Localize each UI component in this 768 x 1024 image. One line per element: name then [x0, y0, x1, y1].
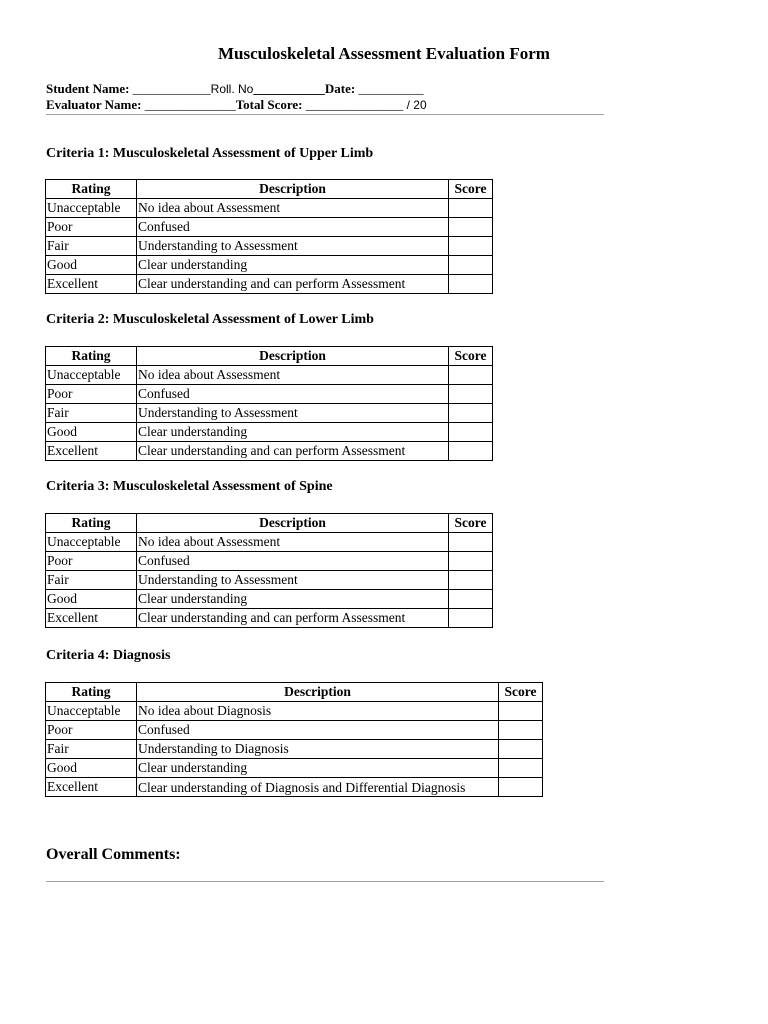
rating-cell: Good: [46, 590, 137, 609]
page-title: Musculoskeletal Assessment Evaluation Form: [218, 44, 550, 63]
score-cell[interactable]: [449, 237, 493, 256]
description-cell: Clear understanding and can perform Assessment: [137, 275, 449, 294]
total-score-max: / 20: [403, 98, 427, 112]
table-row: [46, 404, 493, 423]
rating-cell: Fair: [46, 571, 137, 590]
description-cell: Confused: [137, 721, 499, 740]
total-score-field[interactable]: _______________: [302, 97, 404, 112]
description-cell: Confused: [137, 552, 449, 571]
rating-cell: Fair: [46, 740, 137, 759]
table-row: [46, 256, 493, 275]
evaluator-name-label: Evaluator Name:: [46, 97, 142, 112]
table-row: [46, 702, 543, 721]
table-row: [46, 552, 493, 571]
description-header: Description: [137, 683, 499, 702]
total-score-label: Total Score:: [235, 97, 303, 112]
score-cell[interactable]: [449, 275, 493, 294]
description-cell: Clear understanding and can perform Assessment: [137, 442, 449, 461]
rating-header: Rating: [46, 347, 137, 366]
table-header-row: [46, 347, 493, 366]
description-header: Description: [137, 347, 449, 366]
table-row: [46, 366, 493, 385]
score-header: Score: [449, 180, 493, 199]
table-row: [46, 423, 493, 442]
table-row: [46, 275, 493, 294]
student-name-field[interactable]: ____________: [129, 81, 211, 96]
rating-cell: Poor: [46, 552, 137, 571]
description-cell: Understanding to Assessment: [137, 237, 449, 256]
rating-cell: Poor: [46, 385, 137, 404]
date-field[interactable]: __________: [355, 81, 424, 96]
score-cell[interactable]: [449, 609, 493, 628]
description-cell: No idea about Assessment: [137, 366, 449, 385]
table-header-row: [46, 180, 493, 199]
table-row: [46, 571, 493, 590]
criteria-3-table: [45, 513, 493, 628]
score-cell[interactable]: [449, 404, 493, 423]
description-cell: Understanding to Assessment: [137, 404, 449, 423]
rating-cell: Unacceptable: [46, 702, 137, 721]
score-header: Score: [449, 514, 493, 533]
rating-cell: Poor: [46, 218, 137, 237]
rating-cell: Good: [46, 423, 137, 442]
header-divider: [46, 114, 604, 115]
evaluator-name-field[interactable]: ______________: [141, 97, 236, 112]
criteria-3-title: Criteria 3: Musculoskeletal Assessment of Spine: [46, 479, 333, 494]
description-cell: Clear understanding: [137, 423, 449, 442]
rating-cell: Unacceptable: [46, 533, 137, 552]
score-cell[interactable]: [449, 442, 493, 461]
criteria-1-table: [45, 179, 493, 294]
overall-comments-label: Overall Comments:: [46, 846, 181, 863]
description-cell: Clear understanding: [137, 590, 449, 609]
description-cell: Clear understanding: [137, 256, 449, 275]
rating-cell: Excellent: [46, 778, 137, 797]
student-name-label: Student Name:: [46, 81, 130, 96]
criteria-4-table: [45, 682, 543, 797]
description-cell: No idea about Diagnosis: [137, 702, 499, 721]
table-row: [46, 590, 493, 609]
score-cell[interactable]: [449, 590, 493, 609]
rating-cell: Excellent: [46, 442, 137, 461]
rating-cell: Good: [46, 256, 137, 275]
score-header: Score: [499, 683, 543, 702]
rating-header: Rating: [46, 514, 137, 533]
table-row: [46, 218, 493, 237]
score-cell[interactable]: [449, 385, 493, 404]
comments-line[interactable]: [46, 881, 604, 882]
table-row: [46, 199, 493, 218]
score-cell[interactable]: [449, 256, 493, 275]
score-cell[interactable]: [499, 721, 543, 740]
criteria-2-table: [45, 346, 493, 461]
description-cell: Confused: [137, 218, 449, 237]
score-header: Score: [449, 347, 493, 366]
score-cell[interactable]: [499, 759, 543, 778]
description-cell: Confused: [137, 385, 449, 404]
description-cell: Clear understanding and can perform Assessment: [137, 609, 449, 628]
score-cell[interactable]: [499, 702, 543, 721]
table-row: [46, 442, 493, 461]
table-row: [46, 759, 543, 778]
rating-header: Rating: [46, 683, 137, 702]
score-cell[interactable]: [449, 218, 493, 237]
score-cell[interactable]: [449, 423, 493, 442]
table-header-row: [46, 514, 493, 533]
rating-cell: Unacceptable: [46, 366, 137, 385]
table-row: [46, 533, 493, 552]
rating-cell: Fair: [46, 404, 137, 423]
rating-cell: Fair: [46, 237, 137, 256]
table-row: [46, 778, 543, 797]
table-row: [46, 385, 493, 404]
form-header-info: [46, 81, 427, 113]
description-cell: No idea about Assessment: [137, 533, 449, 552]
description-cell: Clear understanding of Diagnosis and Differential Diagnosis: [137, 778, 499, 797]
info-line-1: [46, 81, 427, 97]
table-row: [46, 237, 493, 256]
rating-cell: Unacceptable: [46, 199, 137, 218]
rating-cell: Good: [46, 759, 137, 778]
criteria-2-title: Criteria 2: Musculoskeletal Assessment of Lower Limb: [46, 312, 374, 327]
description-cell: Understanding to Diagnosis: [137, 740, 499, 759]
description-cell: No idea about Assessment: [137, 199, 449, 218]
table-header-row: [46, 683, 543, 702]
rating-cell: Excellent: [46, 609, 137, 628]
criteria-1-title: Criteria 1: Musculoskeletal Assessment of Upper Limb: [46, 146, 374, 161]
date-label: Date:: [324, 81, 356, 96]
score-cell[interactable]: [449, 366, 493, 385]
rating-cell: Poor: [46, 721, 137, 740]
description-header: Description: [137, 180, 449, 199]
score-cell[interactable]: [449, 571, 493, 590]
table-row: [46, 740, 543, 759]
score-cell[interactable]: [499, 778, 543, 797]
info-line-2: [46, 97, 427, 113]
rating-cell: Excellent: [46, 275, 137, 294]
score-cell[interactable]: [449, 552, 493, 571]
table-row: [46, 721, 543, 740]
score-cell[interactable]: [449, 199, 493, 218]
roll-no-label: Roll. No: [210, 82, 254, 96]
score-cell[interactable]: [449, 533, 493, 552]
criteria-4-title: Criteria 4: Diagnosis: [46, 648, 171, 663]
description-cell: Clear understanding: [137, 759, 499, 778]
description-cell: Understanding to Assessment: [137, 571, 449, 590]
score-cell[interactable]: [499, 740, 543, 759]
rating-header: Rating: [46, 180, 137, 199]
roll-no-field[interactable]: ___________: [253, 81, 325, 96]
description-header: Description: [137, 514, 449, 533]
table-row: [46, 609, 493, 628]
